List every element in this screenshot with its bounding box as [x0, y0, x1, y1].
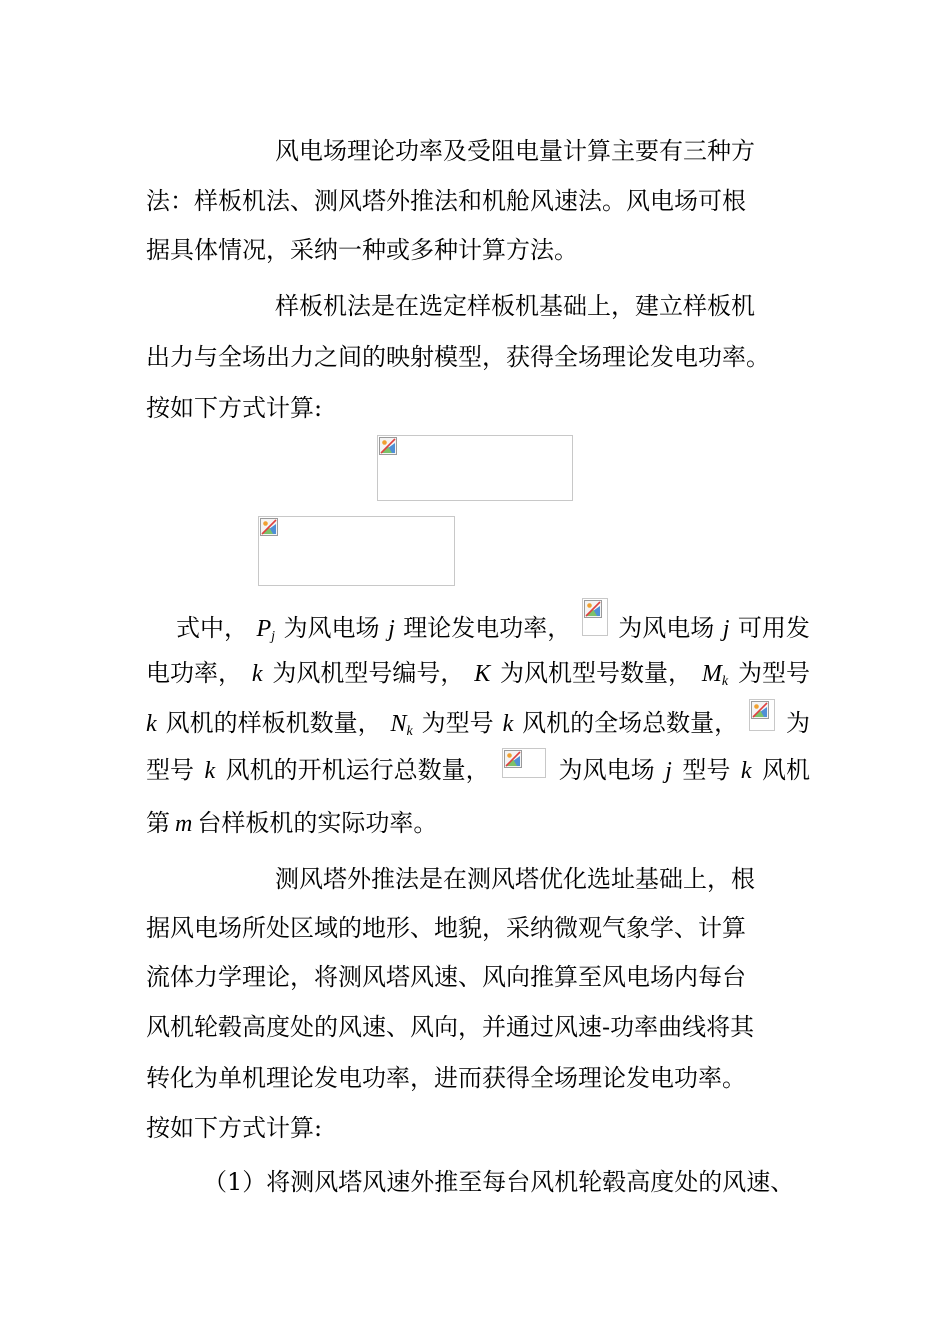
var-K: K	[474, 661, 491, 687]
broken-image-icon	[584, 600, 602, 618]
para3-line2	[146, 658, 810, 689]
text: 为型号	[421, 709, 494, 737]
var-mk: $M_k$	[701, 661, 729, 689]
text: 为风机型号编号，	[272, 659, 465, 687]
inline-formula-image	[582, 598, 608, 636]
text: 理论发电功率，	[403, 614, 572, 642]
var-m: m	[175, 811, 193, 837]
para4-line6: 按如下方式计算:	[146, 1114, 323, 1142]
text: 为	[786, 709, 810, 737]
para4-line4: 风机轮毂高度处的风速、风向，并通过风速-功率曲线将其	[146, 1013, 755, 1041]
para4-line2: 据风电场所处区域的地形、地貌，采纳微观气象学、计算	[146, 914, 746, 942]
broken-image-icon	[504, 750, 522, 768]
text: 为风机型号数量，	[500, 659, 693, 687]
text: 型号	[146, 756, 194, 784]
var-pj: $P_j$	[256, 616, 276, 644]
para4-line5: 转化为单机理论发电功率，进而获得全场理论发电功率。	[146, 1064, 746, 1092]
para3-line3	[146, 699, 810, 739]
text: 电功率，	[146, 659, 242, 687]
para2-line3: 按如下方式计算:	[146, 394, 323, 422]
var-k: k	[740, 758, 752, 784]
text: 风机的全场总数量，	[522, 709, 739, 737]
para2-line1: 样板机法是在选定样板机基础上，建立样板机	[275, 292, 755, 320]
var-k: k	[251, 661, 263, 687]
text: 型号	[682, 756, 731, 784]
text: 式中，	[176, 614, 248, 642]
text: 可用发	[737, 614, 810, 642]
text: 风机	[761, 756, 810, 784]
text: 为风电场	[558, 756, 655, 784]
text: 风机的样板机数量，	[165, 709, 382, 737]
text: 为型号	[737, 659, 810, 687]
text: 为风电场	[618, 614, 715, 642]
var-j: j	[388, 616, 395, 642]
var-j: j	[722, 616, 730, 642]
var-k: k	[502, 711, 514, 737]
para3-line1	[176, 598, 810, 644]
text: 第	[146, 809, 170, 837]
para5-line1: （1）将测风塔风速外推至每台风机轮毂高度处的风速、	[203, 1168, 795, 1196]
para1-line2: 法：样板机法、测风塔外推法和机舱风速法。风电场可根	[146, 187, 746, 215]
para4-line3: 流体力学理论，将测风塔风速、风向推算至风电场内每台	[146, 963, 746, 991]
inline-formula-image	[502, 748, 546, 778]
para1-line1: 风电场理论功率及受阻电量计算主要有三种方	[275, 137, 755, 165]
formula-image-1	[377, 435, 573, 501]
var-nk: $N_k$	[390, 711, 413, 739]
para4-line1: 测风塔外推法是在测风塔优化选址基础上，根	[275, 865, 755, 893]
para3-line5	[146, 808, 810, 839]
para3-line4	[146, 748, 810, 786]
text: 台样板机的实际功率。	[197, 809, 438, 837]
broken-image-icon	[379, 437, 397, 455]
var-k: k	[146, 711, 157, 737]
para2-line2: 出力与全场出力之间的映射模型，获得全场理论发电功率。	[146, 343, 770, 371]
var-k: k	[204, 758, 216, 784]
formula-image-2	[258, 516, 455, 586]
text: 为风电场	[283, 614, 380, 642]
para1-line3: 据具体情况，采纳一种或多种计算方法。	[146, 236, 578, 264]
inline-formula-image	[749, 699, 775, 731]
text: 风机的开机运行总数量，	[225, 756, 490, 784]
broken-image-icon	[751, 701, 769, 719]
var-j: j	[665, 758, 672, 784]
broken-image-icon	[260, 518, 278, 536]
